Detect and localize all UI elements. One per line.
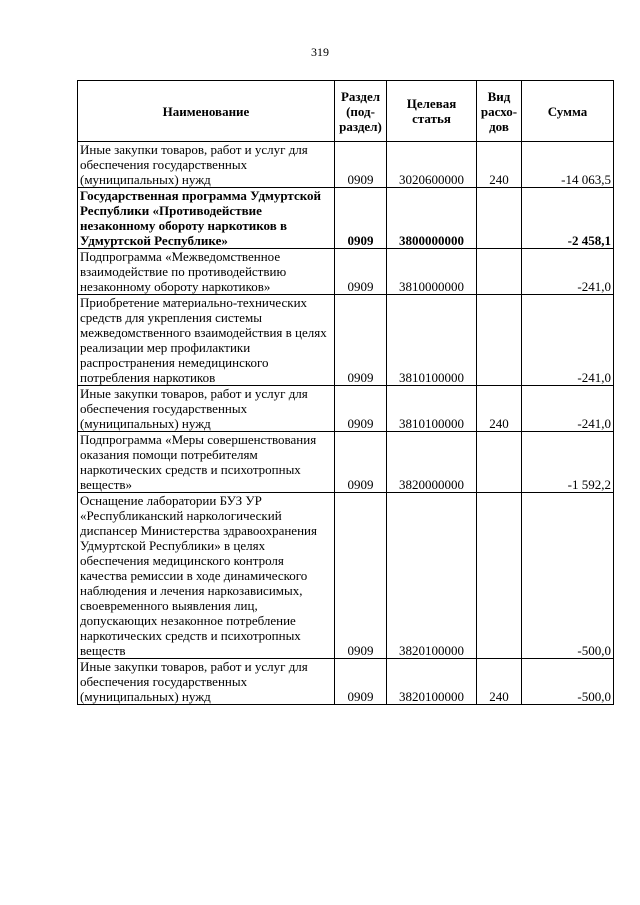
row-section: 0909 (335, 249, 387, 295)
row-target: 3820100000 (387, 493, 477, 659)
row-section: 0909 (335, 493, 387, 659)
budget-table (77, 80, 614, 705)
row-name: Иные закупки товаров, работ и услуг для обеспечения государственных (муниципальных) нужд (78, 142, 335, 188)
table-row (78, 432, 614, 493)
row-section: 0909 (335, 659, 387, 705)
table-row (78, 295, 614, 386)
header-section: Раздел (под-раздел) (335, 81, 387, 142)
header-sum: Сумма (522, 81, 614, 142)
row-section: 0909 (335, 188, 387, 249)
table-row (78, 142, 614, 188)
row-name: Оснащение лаборатории БУЗ УР «Республиканский наркологический диспансер Министерства здравоохранения Удмуртской Республики» в целях обеспечения медицинского контроля качества ремиссии в ходе динамического наблюдения и лечения наркозависимых, своевременного выявления лиц, допускающих незаконное потребление наркотических средств и психотропных веществ (78, 493, 335, 659)
row-target: 3020600000 (387, 142, 477, 188)
table-header-row (78, 81, 614, 142)
row-type: 240 (477, 659, 522, 705)
row-sum: -241,0 (522, 249, 614, 295)
table-row (78, 188, 614, 249)
row-sum: -2 458,1 (522, 188, 614, 249)
row-name: Подпрограмма «Меры совершенствования оказания помощи потребителям наркотических средств и психотропных веществ» (78, 432, 335, 493)
row-target: 3820100000 (387, 659, 477, 705)
row-name: Иные закупки товаров, работ и услуг для обеспечения государственных (муниципальных) нужд (78, 386, 335, 432)
row-sum: -241,0 (522, 295, 614, 386)
row-type: 240 (477, 142, 522, 188)
row-sum: -500,0 (522, 493, 614, 659)
row-section: 0909 (335, 142, 387, 188)
table-row (78, 493, 614, 659)
row-name: Приобретение материально-технических средств для укрепления системы межведомственного взаимодействия в целях реализации мер профилактики распространения немедицинского потребления наркотиков (78, 295, 335, 386)
row-target: 3800000000 (387, 188, 477, 249)
header-type: Вид расхо-дов (477, 81, 522, 142)
row-type (477, 432, 522, 493)
row-sum: -14 063,5 (522, 142, 614, 188)
table-row (78, 249, 614, 295)
row-target: 3810100000 (387, 295, 477, 386)
row-name: Подпрограмма «Межведомственное взаимодействие по противодействию незаконному обороту наркотиков» (78, 249, 335, 295)
row-target: 3820000000 (387, 432, 477, 493)
row-section: 0909 (335, 295, 387, 386)
row-type (477, 188, 522, 249)
row-type (477, 295, 522, 386)
row-type: 240 (477, 386, 522, 432)
row-sum: -1 592,2 (522, 432, 614, 493)
row-name: Государственная программа Удмуртской Республики «Противодействие незаконному обороту наркотиков в Удмуртской Республике» (78, 188, 335, 249)
row-target: 3810000000 (387, 249, 477, 295)
row-sum: -500,0 (522, 659, 614, 705)
table-row (78, 659, 614, 705)
row-section: 0909 (335, 386, 387, 432)
row-target: 3810100000 (387, 386, 477, 432)
row-type (477, 249, 522, 295)
row-sum: -241,0 (522, 386, 614, 432)
table-row (78, 386, 614, 432)
page-number: 319 (311, 45, 329, 59)
header-name: Наименование (78, 81, 335, 142)
header-target: Целевая статья (387, 81, 477, 142)
row-type (477, 493, 522, 659)
row-name: Иные закупки товаров, работ и услуг для обеспечения государственных (муниципальных) нужд (78, 659, 335, 705)
row-section: 0909 (335, 432, 387, 493)
